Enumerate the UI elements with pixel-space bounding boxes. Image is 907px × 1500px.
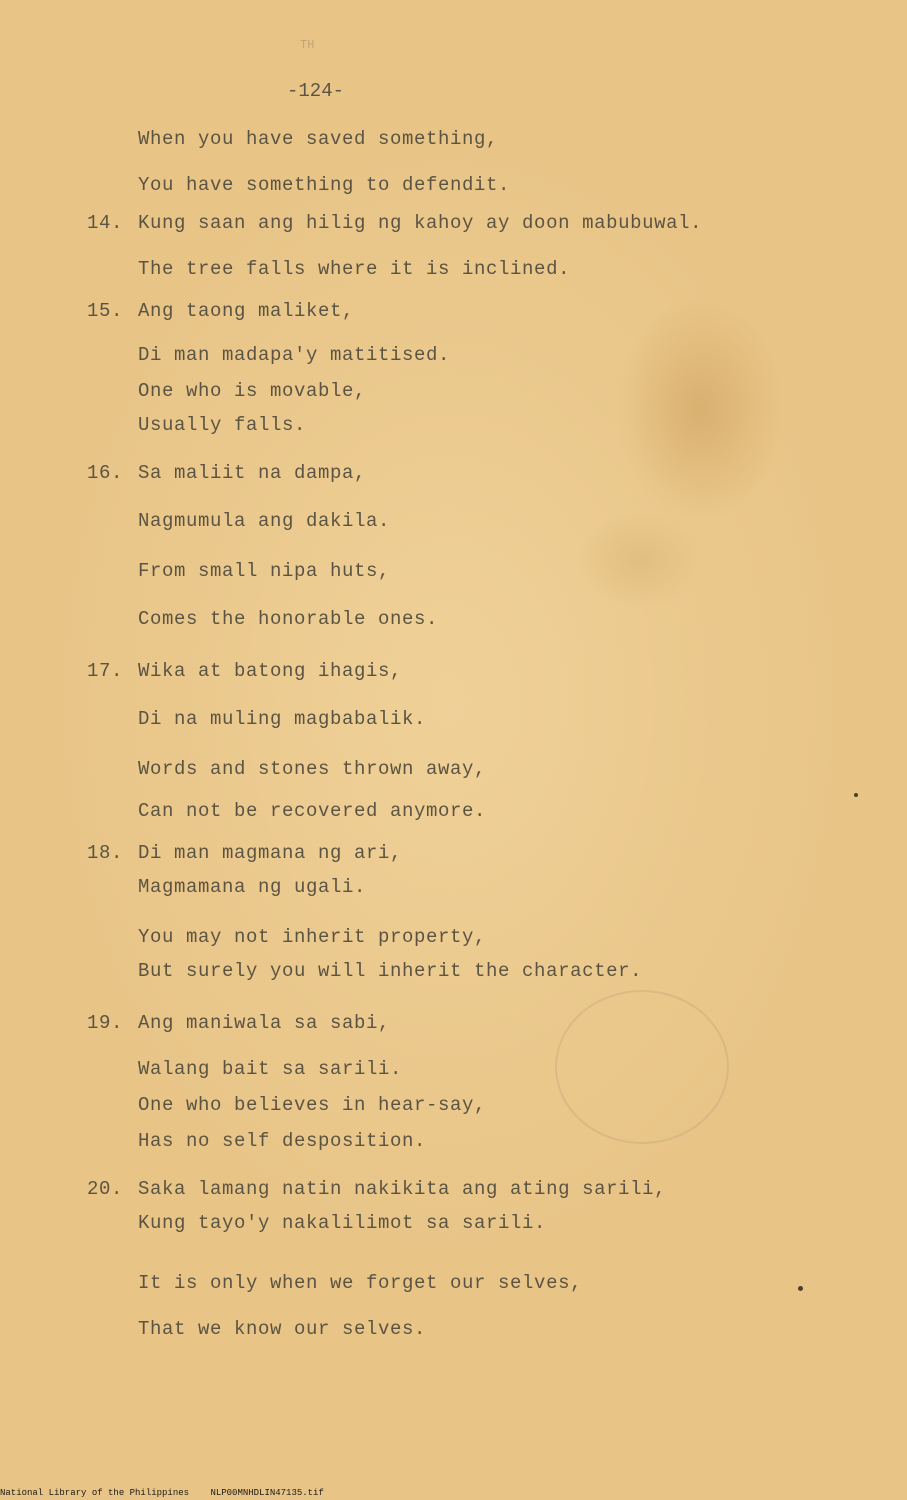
proverb-line [138,608,438,630]
proverb-text: Words and stones thrown away, [138,758,487,780]
proverb-text: Has no self desposition. [138,1130,427,1152]
scan-footer [0,1488,340,1499]
proverb-number: 19. [87,1012,124,1034]
footer-filename: NLP00MNHDLIN47135.tif [210,1488,324,1498]
proverb-line-numbered [87,660,402,682]
proverb-line [138,1318,426,1340]
proverb-text: Ang maniwala sa sabi, [138,1012,391,1034]
proverb-line [138,1272,582,1294]
proverb-line [138,1212,546,1234]
proverb-text: Ang taong maliket, [138,300,355,322]
proverb-text: When you have saved something, [138,128,499,150]
proverb-line [138,800,486,822]
page-number: -124- [287,80,345,102]
proverb-line [138,344,450,366]
proverb-number: 18. [87,842,124,864]
proverb-line-numbered [87,212,702,234]
proverb-text: Kung saan ang hilig ng kahoy ay doon mabubuwal. [138,212,703,234]
proverb-text: One who is movable, [138,380,367,402]
proverb-text: Walang bait sa sarili. [138,1058,403,1080]
proverb-line [138,960,642,982]
proverb-text: Wika at batong ihagis, [138,660,403,682]
proverb-number: 20. [87,1178,124,1200]
proverb-text: Di man madapa'y matitised. [138,344,451,366]
proverb-line [138,1058,402,1080]
proverb-line [138,708,426,730]
proverb-number: 14. [87,212,124,234]
proverb-text: Can not be recovered anymore. [138,800,487,822]
proverb-number: 17. [87,660,124,682]
proverb-line [138,560,390,582]
proverb-text: It is only when we forget our selves, [138,1272,583,1294]
proverb-line [138,174,510,196]
proverb-text: Saka lamang natin nakikita ang ating sarili, [138,1178,667,1200]
proverb-text: Comes the honorable ones. [138,608,439,630]
proverb-text: One who believes in hear-say, [138,1094,487,1116]
proverb-text: Magmamana ng ugali. [138,876,367,898]
faint-mark: TH [300,38,315,52]
proverb-line [138,926,486,948]
proverb-text: But surely you will inherit the character. [138,960,643,982]
proverb-line-numbered [87,1178,666,1200]
proverb-line-numbered [87,842,402,864]
proverb-text: Di na muling magbabalik. [138,708,427,730]
proverb-text: Di man magmana ng ari, [138,842,403,864]
proverb-line-numbered [87,462,366,484]
proverb-text: The tree falls where it is inclined. [138,258,571,280]
proverb-line [138,258,570,280]
proverb-line-numbered [87,1012,390,1034]
proverb-line [138,758,486,780]
proverb-text: Nagmumula ang dakila. [138,510,391,532]
proverb-text: From small nipa huts, [138,560,391,582]
proverb-text: You may not inherit property, [138,926,487,948]
faded-stamp [555,990,729,1144]
proverb-number: 16. [87,462,124,484]
proverb-number: 15. [87,300,124,322]
proverb-line-numbered [87,300,354,322]
proverb-line [138,1094,486,1116]
proverb-line [138,876,366,898]
proverb-text: Usually falls. [138,414,307,436]
proverb-line [138,128,498,150]
proverb-text: Kung tayo'y nakalilimot sa sarili. [138,1212,547,1234]
proverb-line [138,414,306,436]
proverb-text: Sa maliit na dampa, [138,462,367,484]
proverb-line [138,510,390,532]
proverb-line [138,1130,426,1152]
ink-dot [854,793,858,797]
proverb-text: You have something to defendit. [138,174,511,196]
proverb-text: That we know our selves. [138,1318,427,1340]
footer-library: National Library of the Philippines [0,1488,190,1498]
ink-dot [798,1286,803,1291]
proverb-line [138,380,366,402]
